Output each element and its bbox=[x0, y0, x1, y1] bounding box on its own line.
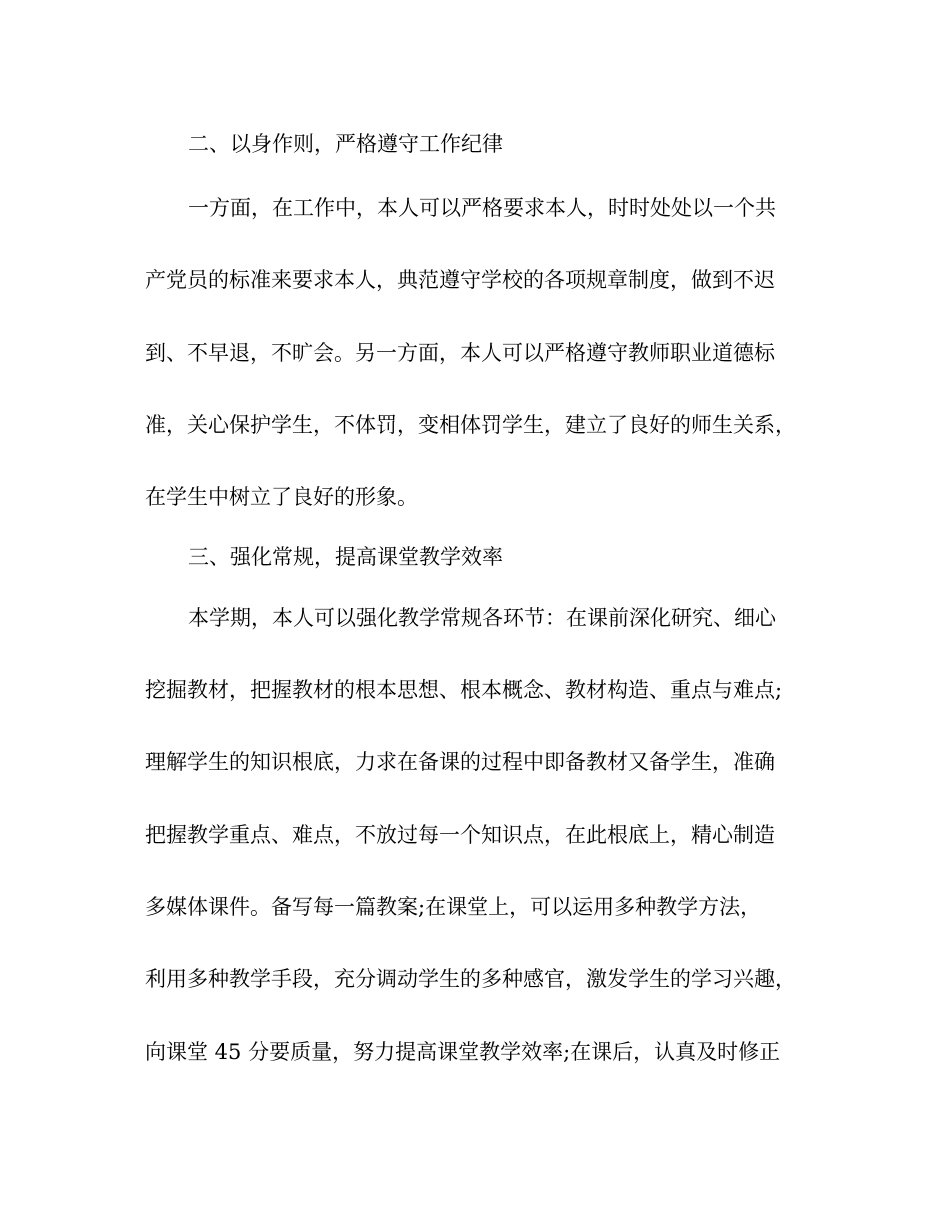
paragraph-line: 利用多种教学手段，充分调动学生的多种感官，激发学生的学习兴趣， bbox=[145, 967, 796, 991]
paragraph-line: 到、不早退，不旷会。另一方面，本人可以严格遵守教师职业道德标 bbox=[145, 341, 775, 365]
paragraph-line: 把握教学重点、难点，不放过每一个知识点，在此根底上，精心制造 bbox=[145, 823, 775, 847]
paragraph-line: 理解学生的知识根底，力求在备课的过程中即备教材又备学生，准确 bbox=[145, 750, 775, 774]
paragraph-line: 多媒体课件。备写每一篇教案;在课堂上，可以运用多种教学方法， bbox=[145, 895, 762, 919]
paragraph-line: 一方面，在工作中，本人可以严格要求本人，时时处处以一个共 bbox=[188, 196, 776, 220]
section-heading-3: 三、强化常规，提高课堂教学效率 bbox=[188, 545, 503, 569]
paragraph-line: 准，关心保护学生，不体罚，变相体罚学生，建立了良好的师生关系， bbox=[145, 413, 796, 437]
paragraph-line: 向课堂 45 分要质量，努力提高课堂教学效率;在课后，认真及时修正 bbox=[145, 1040, 781, 1064]
section-heading-2: 二、以身作则，严格遵守工作纪律 bbox=[188, 132, 503, 156]
paragraph-line: 本学期，本人可以强化教学常规各环节：在课前深化研究、细心 bbox=[188, 606, 776, 630]
paragraph-line: 产党员的标准来要求本人，典范遵守学校的各项规章制度，做到不迟 bbox=[145, 268, 775, 292]
paragraph-line: 挖掘教材，把握教材的根本思想、根本概念、教材构造、重点与难点; bbox=[145, 678, 783, 702]
paragraph-line: 在学生中树立了良好的形象。 bbox=[145, 485, 418, 509]
